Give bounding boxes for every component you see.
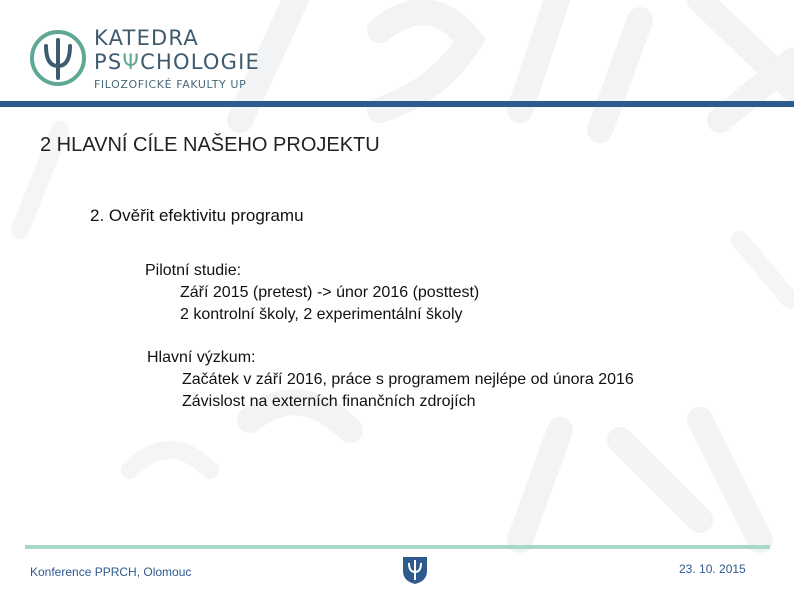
section-line: Začátek v září 2016, práce s programem nejlépe od února 2016 <box>182 371 634 388</box>
university-emblem-icon <box>401 555 429 585</box>
psi-logo-icon <box>28 28 88 88</box>
section-line: Září 2015 (pretest) -> únor 2016 (posttest) <box>180 284 480 301</box>
section-line: 2 kontrolní školy, 2 experimentální školy <box>180 306 463 323</box>
goal-point: 2. Ověřit efektivitu programu <box>90 206 304 225</box>
logo-line-katedra: KATEDRA <box>94 26 199 50</box>
department-logo <box>28 26 268 92</box>
footer-conference: Konference PPRCH, Olomouc <box>30 565 192 579</box>
slide-title: 2 HLAVNÍ CÍLE NAŠEHO PROJEKTU <box>40 134 380 156</box>
logo-ps: PS <box>94 50 123 74</box>
header-divider <box>0 101 794 107</box>
logo-text <box>94 26 260 91</box>
section-title-pilot: Pilotní studie: <box>145 262 242 279</box>
logo-line-psychologie <box>94 50 260 74</box>
footer-date: 23. 10. 2015 <box>679 562 746 576</box>
logo-line-faculty: FILOZOFICKÉ FAKULTY UP <box>94 78 247 91</box>
logo-chologie: CHOLOGIE <box>140 50 260 74</box>
section-title-main-research: Hlavní výzkum: <box>147 349 256 366</box>
footer-divider <box>25 545 770 549</box>
logo-psi-letter: Ψ <box>122 50 141 74</box>
section-line: Závislost na externích finančních zdrojích <box>182 393 476 410</box>
